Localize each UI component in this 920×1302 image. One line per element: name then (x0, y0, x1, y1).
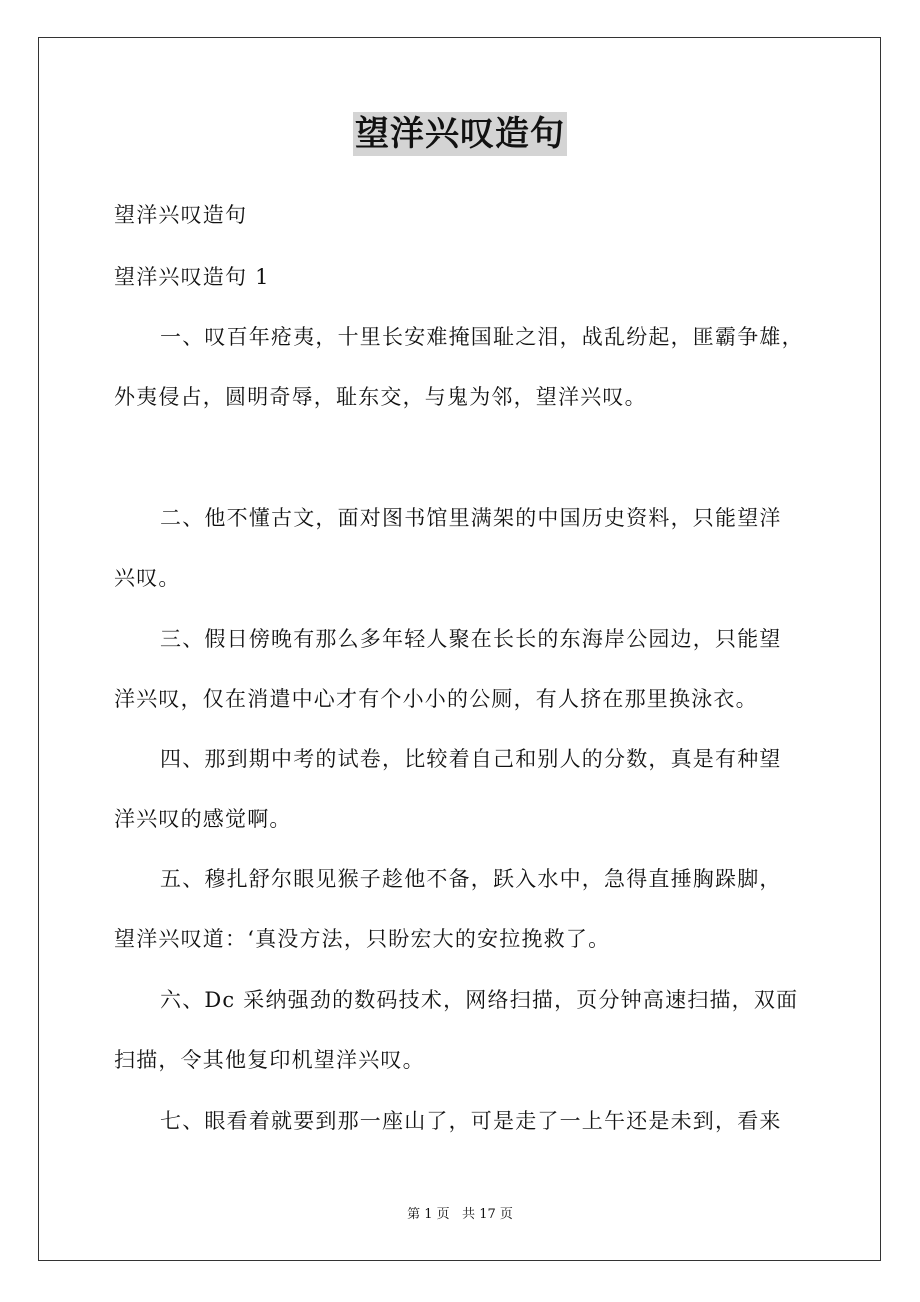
paragraph-6-line-2: 扫描，令其他复印机望洋兴叹。 (114, 1048, 425, 1072)
paragraph-1-line-1: 一、叹百年疮夷，十里长安难掩国耻之泪，战乱纷起，匪霸争雄， (160, 325, 804, 349)
title-container (0, 112, 920, 156)
document-subtitle: 望洋兴叹造句 (114, 203, 248, 227)
paragraph-3-line-2: 洋兴叹，仅在消遣中心才有个小小的公厕，有人挤在那里换泳衣。 (114, 687, 758, 711)
section-heading: 望洋兴叹造句 1 (114, 265, 270, 289)
paragraph-2-line-1: 二、他不懂古文，面对图书馆里满架的中国历史资料，只能望洋 (160, 506, 782, 530)
page-footer: 第 1 页 共 17 页 (407, 1207, 513, 1222)
paragraph-4-line-1: 四、那到期中考的试卷，比较着自己和别人的分数，真是有种望 (160, 747, 782, 771)
paragraph-4-line-2: 洋兴叹的感觉啊。 (114, 807, 292, 831)
document-title: 望洋兴叹造句 (355, 114, 565, 154)
paragraph-7-line-1: 七、眼看着就要到那一座山了，可是走了一上午还是未到，看来 (160, 1109, 782, 1133)
paragraph-1-line-2: 外夷侵占，圆明奇辱，耻东交，与鬼为邻，望洋兴叹。 (114, 385, 647, 409)
paragraph-3-line-1: 三、假日傍晚有那么多年轻人聚在长长的东海岸公园边，只能望 (160, 627, 782, 651)
paragraph-6-line-1: 六、Dc 采纳强劲的数码技术，网络扫描，页分钟高速扫描，双面 (160, 988, 799, 1012)
paragraph-5-line-1: 五、穆扎舒尔眼见猴子趁他不备，跃入水中，急得直捶胸跺脚， (160, 867, 782, 891)
paragraph-2-line-2: 兴叹。 (114, 566, 181, 590)
paragraph-5-line-2: 望洋兴叹道：‘真没方法，只盼宏大的安拉挽救了。 (114, 927, 611, 951)
